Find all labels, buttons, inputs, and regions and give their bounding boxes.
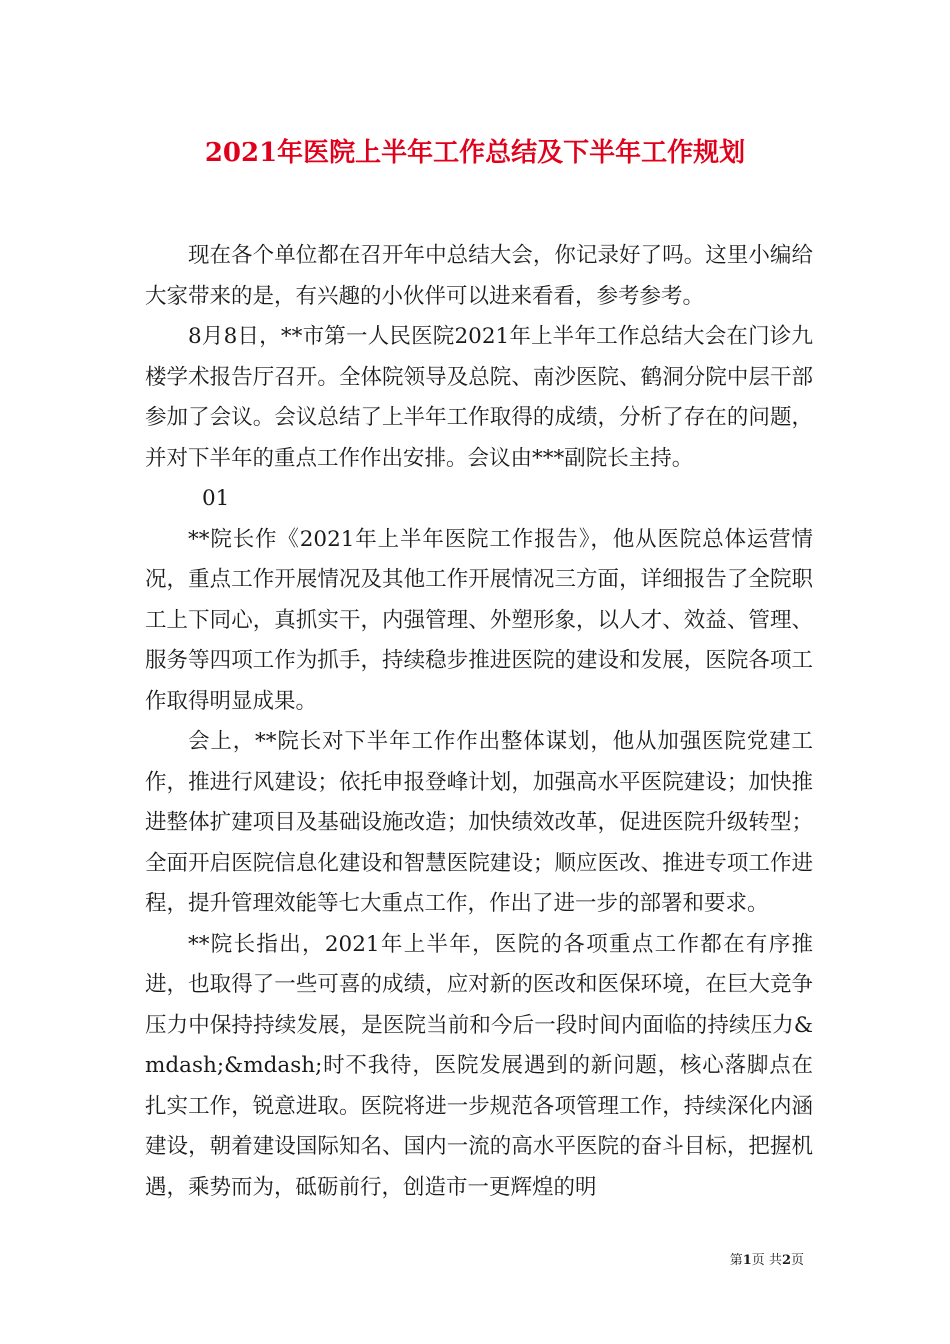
- footer-prefix: 第: [729, 1253, 743, 1268]
- document-title: 2021年医院上半年工作总结及下半年工作规划: [204, 138, 746, 168]
- paragraph-plan: 会上，**院长对下半年工作作出整体谋划，他从加强医院党建工作，推进行风建设；依托申报登峰计划，加强高水平医院建设；加快推进整体扩建项目及基础设施改造；加快绩效改革，促进医院升级转型；全面开启医院信息化建设和智慧医院建设；顺应医改、推进专项工作进程，提升管理效能等七大重点工作，作出了进一步的部署和要求。: [145, 729, 813, 916]
- paragraph-meeting: 8月8日，**市第一人民医院2021年上半年工作总结大会在门诊九楼学术报告厅召开。全体院领导及总院、南沙医院、鹤洞分院中层干部参加了会议。会议总结了上半年工作取得的成绩，分析了存在的问题，并对下半年的重点工作作出安排。会议由***副院长主持。: [145, 324, 813, 471]
- paragraph-report: **院长作《2021年上半年医院工作报告》，他从医院总体运营情况，重点工作开展情况及其他工作开展情况三方面，详细报告了全院职工上下同心，真抓实干，内强管理、外塑形象，以人才、效益、管理、服务等四项工作为抓手，持续稳步推进医院的建设和发展，医院各项工作取得明显成果。: [145, 526, 813, 714]
- paragraph-intro: 现在各个单位都在召开年中总结大会，你记录好了吗。这里小编给大家带来的是，有兴趣的小伙伴可以进来看看，参考参考。: [145, 243, 813, 309]
- document-body: [145, 236, 813, 1208]
- page-number-footer: [730, 1249, 804, 1268]
- footer-total-pages: 2: [781, 1253, 791, 1268]
- footer-suffix: 页: [790, 1253, 804, 1268]
- footer-current-page: 1: [742, 1253, 752, 1268]
- paragraph-conclusion: **院长指出，2021年上半年，医院的各项重点工作都在有序推进，也取得了一些可喜的成绩，应对新的医改和医保环境，在巨大竞争压力中保持持续发展，是医院当前和今后一段时间内面临的持续压力&mdash;&mdash;时不我待，医院发展遇到的新问题，核心落脚点在扎实工作，锐意进取。医院将进一步规范各项管理工作，持续深化内涵建设，朝着建设国际知名、国内一流的高水平医院的奋斗目标，把握机遇，乘势而为，砥砺前行，创造市一更辉煌的明: [145, 931, 813, 1200]
- footer-middle: 页 共: [751, 1253, 782, 1268]
- section-number: 01: [202, 486, 230, 511]
